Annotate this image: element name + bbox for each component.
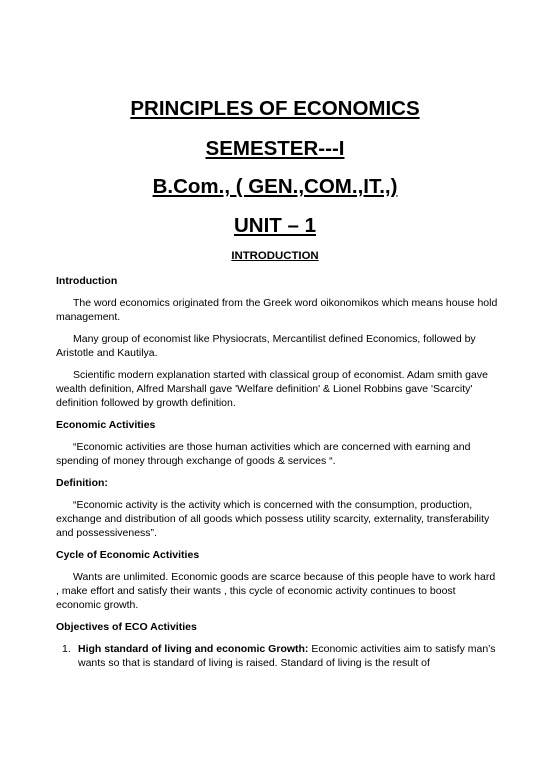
- definition-heading: Definition:: [56, 477, 108, 489]
- intro-paragraph-3: Scientific modern explanation started with classical group of economist. Adam smith gave wealth definition, Alfred Marshall gave 'Welfare definition' & Lionel Robbins gave 'Scarcity' definition followed by growth definition.: [56, 369, 488, 409]
- intro-paragraph-2: Many group of economist like Physiocrats, Mercantilist defined Economics, followed by Aristotle and Kautilya.: [56, 333, 476, 359]
- document-body: [56, 268, 498, 670]
- list-item: [56, 642, 498, 670]
- semester-heading: SEMESTER---I: [205, 137, 345, 160]
- document-title: PRINCIPLES OF ECONOMICS: [130, 97, 420, 120]
- objectives-list: [56, 642, 498, 670]
- course-heading: B.Com., ( GEN.,COM.,IT.,): [152, 175, 398, 198]
- unit-heading: UNIT – 1: [233, 214, 317, 237]
- activities-heading: Economic Activities: [56, 419, 156, 431]
- definition-paragraph: “Economic activity is the activity which is concerned with the consumption, production, exchange and distribution of all goods which possess utility scarcity, externality, transferability and possessiveness”.: [56, 499, 490, 539]
- cycle-paragraph: Wants are unlimited. Economic goods are scarce because of this people have to work hard , make effort and satisfy their wants , this cycle of economic activity continues to boost economic growth.: [56, 571, 496, 611]
- list-item-title: High standard of living and economic Growth:: [78, 643, 309, 655]
- objectives-heading: Objectives of ECO Activities: [56, 621, 197, 633]
- list-item-text: Economic activities aim to satisfy man’s wants so that is standard of living is raised. Standard of living is the result of: [78, 643, 496, 669]
- intro-paragraph-1: The word economics originated from the Greek word oikonomikos which means house hold management.: [56, 297, 498, 323]
- section-heading: INTRODUCTION: [231, 250, 319, 262]
- list-item-number: 1.: [62, 643, 71, 655]
- activities-paragraph: “Economic activities are those human activities which are concerned with earning and spending of money through exchange of goods & services “.: [56, 441, 471, 467]
- cycle-heading: Cycle of Economic Activities: [56, 549, 200, 561]
- intro-heading: Introduction: [56, 275, 118, 287]
